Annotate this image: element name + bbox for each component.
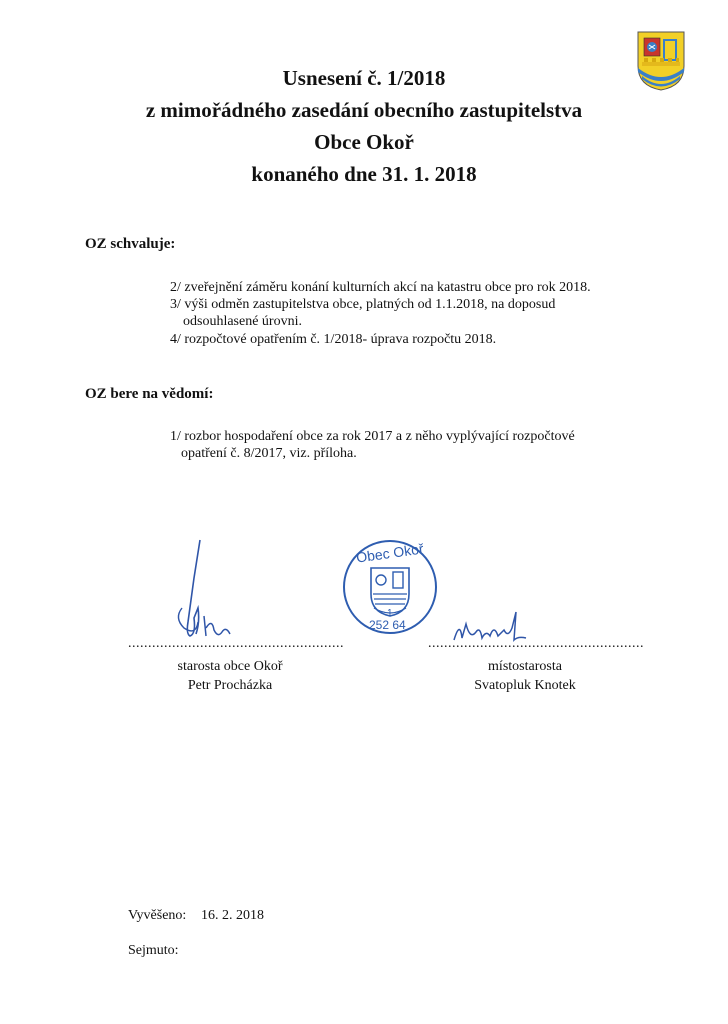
signature-line-left: ...................................................... (128, 636, 344, 651)
stamp-top-text: Obec Okoř (355, 540, 425, 566)
signature-left-name: Petr Procházka (187, 678, 273, 693)
approves-item-3-continuation: odsouhlasené úrovni. (183, 314, 302, 329)
section-heading-approves: OZ schvaluje: (85, 236, 176, 252)
title-line-3: Obce Okoř (314, 130, 414, 154)
approves-item-3: 3/ výši odměn zastupitelstva obce, platných od 1.1.2018, na doposud (170, 297, 556, 312)
posted-date: 16. 2. 2018 (201, 908, 264, 923)
title-line-4: konaného dne 31. 1. 2018 (251, 162, 477, 186)
approves-item-2: 2/ zveřejnění záměru konání kulturních akcí na katastru obce pro rok 2018. (170, 280, 591, 295)
posted-label: Vyvěšeno: (128, 908, 187, 923)
notes-item-1-continuation: opatření č. 8/2017, viz. příloha. (181, 446, 357, 461)
stamp-postcode: 252 64 (369, 618, 406, 632)
stamp-number: 1 (387, 608, 393, 619)
signature-right-role: místostarosta (488, 659, 562, 674)
notes-item-1: 1/ rozbor hospodaření obce za rok 2017 a z něho vyplývající rozpočtové (170, 429, 575, 444)
removed-label: Sejmuto: (128, 943, 179, 958)
title-line-1: Usnesení č. 1/2018 (282, 66, 446, 90)
signature-right-name: Svatopluk Knotek (474, 678, 576, 693)
approves-item-4: 4/ rozpočtové opatřením č. 1/2018- úprava rozpočtu 2018. (170, 332, 497, 347)
section-heading-notes: OZ bere na vědomí: (85, 386, 214, 402)
title-line-2: z mimořádného zasedání obecního zastupitelstva (145, 98, 583, 122)
signature-left-icon (170, 538, 240, 648)
signature-left-role: starosta obce Okoř (177, 659, 283, 674)
signature-line-right: ...................................................... (428, 636, 644, 651)
